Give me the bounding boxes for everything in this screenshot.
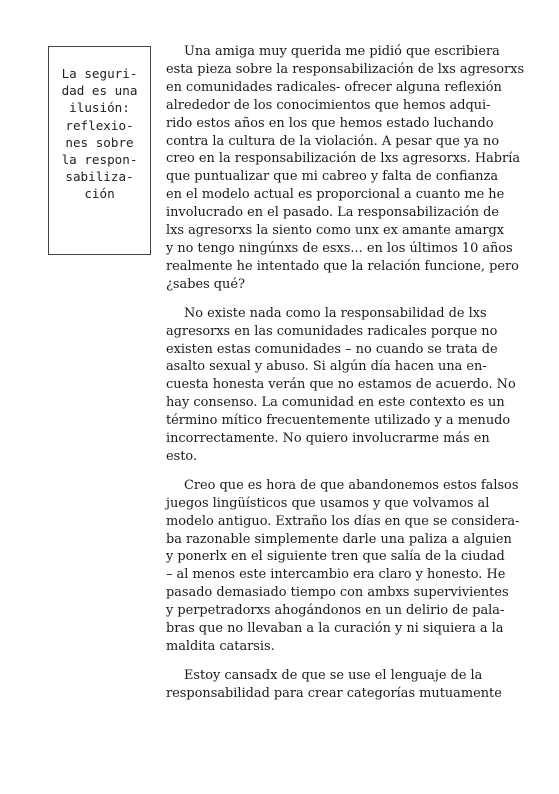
title-line: La seguri- <box>61 66 138 81</box>
document-title <box>49 47 150 203</box>
text-line: esta pieza sobre la responsabilización de lxs agresorxs <box>166 61 525 77</box>
text-line: en comunidades radicales- ofrecer alguna reflexión <box>166 79 502 95</box>
text-line: en el modelo actual es proporcional a cuanto me he <box>166 187 505 203</box>
text-line: y perpetradorxs ahogándonos en un delirio de pala- <box>166 603 505 619</box>
paragraph <box>166 43 525 294</box>
text-line: Una amiga muy querida me pidió que escribiera <box>184 44 500 59</box>
text-line: incorrectamente. No quiero involucrarme más en <box>166 431 490 447</box>
text-line: ¿sabes qué? <box>166 276 245 292</box>
body-text <box>166 43 525 714</box>
title-box <box>48 46 151 255</box>
text-line: que puntualizar que mi cabreo y falta de confianza <box>166 169 499 185</box>
text-line: esto. <box>166 448 198 464</box>
text-line: bras que no llevaban a la curación y ni siquiera a la <box>166 621 504 637</box>
text-line: hay consenso. La comunidad en este contexto es un <box>166 395 505 411</box>
text-line: ba razonable simplemente darle una paliza a alguien <box>166 531 512 547</box>
paragraph <box>166 305 516 466</box>
title-line: nes sobre <box>65 134 134 150</box>
title-line: sabiliza- <box>65 169 134 185</box>
text-line: – al menos este intercambio era claro y honesto. He <box>166 567 506 583</box>
text-line: pasado demasiado tiempo con ambxs supervivientes <box>166 585 509 601</box>
paragraph <box>166 477 520 656</box>
paragraph <box>166 667 511 703</box>
text-line: agresorxs en las comunidades radicales porque no <box>166 323 498 339</box>
text-line: maldita catarsis. <box>166 639 275 654</box>
title-line: la respon- <box>61 152 138 168</box>
text-line: creo en la responsabilización de lxs agresorxs. Habría <box>166 151 521 167</box>
text-line: realmente he intentado que la relación funcione, pero <box>166 258 519 274</box>
text-line: modelo antiguo. Extraño los días en que se considera- <box>166 513 520 529</box>
text-line: rido estos años en los que hemos estado luchando <box>166 115 494 131</box>
title-line: ción <box>84 186 115 202</box>
text-line: contra la cultura de la violación. A pesar que ya no <box>166 133 500 149</box>
text-line: asalto sexual y abuso. Si algún día hacen una en- <box>166 359 487 375</box>
text-line: Estoy cansadx de que se use el lenguaje de la <box>184 667 483 683</box>
title-line: dad es una <box>61 83 138 99</box>
text-line: Creo que es hora de que abandonemos estos falsos <box>184 477 519 493</box>
text-line: responsabilidad para crear categorías mutuamente <box>166 685 502 701</box>
text-line: término mítico frecuentemente utilizado y a menudo <box>166 413 511 429</box>
title-line: ilusión: <box>69 100 130 116</box>
text-line: involucrado en el pasado. La responsabilización de <box>166 205 500 221</box>
text-line: No existe nada como la responsabilidad de lxs <box>184 305 487 321</box>
text-line: existen estas comunidades – no cuando se trata de <box>166 341 498 357</box>
text-line: y ponerlx en el siguiente tren que salía de la ciudad <box>166 549 505 565</box>
text-line: juegos lingüísticos que usamos y que volvamos al <box>166 495 490 511</box>
text-line: cuesta honesta verán que no estamos de acuerdo. No <box>166 377 516 393</box>
text-line: y no tengo ningúnxs de esxs... en los últimos 10 años <box>166 240 513 256</box>
text-line: lxs agresorxs la siento como unx ex amante amargx <box>166 223 505 239</box>
title-line: reflexio- <box>65 117 134 133</box>
text-line: alrededor de los conocimientos que hemos adqui- <box>166 97 491 113</box>
